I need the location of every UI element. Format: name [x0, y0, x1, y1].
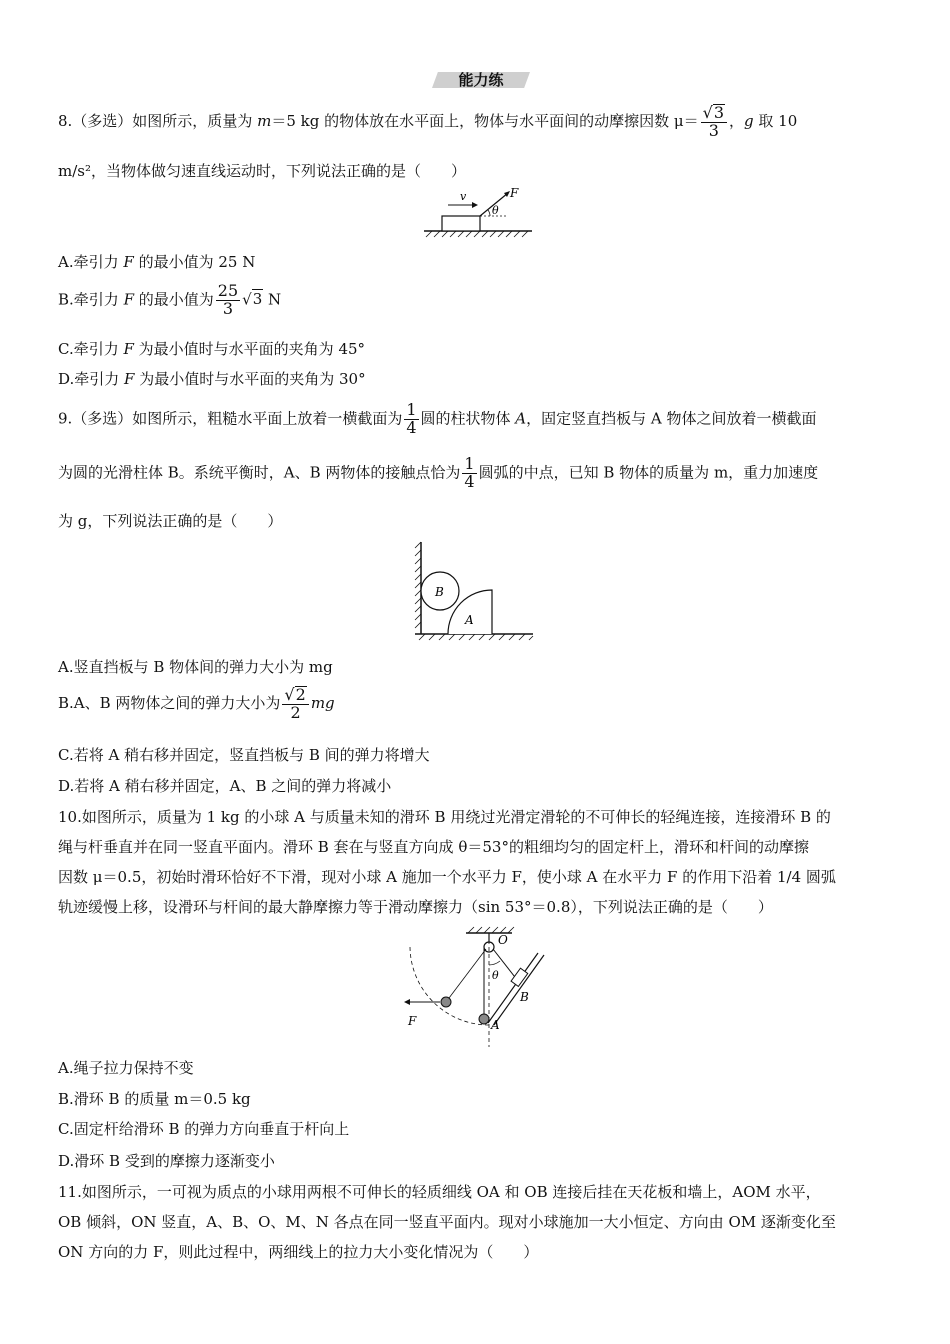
q8-option-d: D.牵引力 F 为最小值时与水平面的夹角为 30° [58, 370, 366, 388]
q9-option-c: C.若将 A 稍右移并固定，竖直挡板与 B 间的弹力将增大 [58, 746, 430, 764]
q11-stem-line3: ON 方向的力 F，则此过程中，两细线上的拉力大小变化情况为（ ） [58, 1243, 539, 1261]
q11-stem-line2: OB 倾斜，ON 竖直，A、B、O、M、N 各点在同一竖直平面内。现对小球施加一大小恒定、方向由 OM 逐渐变化至 [58, 1213, 836, 1231]
svg-text:F: F [408, 1014, 417, 1028]
section-title [432, 68, 530, 92]
q9-stem-line3: 为 g，下列说法正确的是（ ） [58, 512, 283, 530]
q10-stem-line2: 绳与杆垂直并在同一竖直平面内。滑环 B 套在与竖直方向成 θ＝53°的粗细均匀的固定杆上，滑环和杆间的动摩擦 [58, 838, 809, 856]
svg-text:v: v [460, 190, 467, 203]
q8-option-c: C.牵引力 F 为最小值时与水平面的夹角为 45° [58, 340, 366, 358]
q10-option-c: C.固定杆给滑环 B 的弹力方向垂直于杆向上 [58, 1120, 350, 1138]
q9-stem-line1: 9.（多选）如图所示，粗糙水平面上放着一横截面为 $\frac{1}{4}$ 圆的柱状物体 A，固定竖直挡板与 A 物体之间放着一横截面 [58, 400, 817, 437]
q9-figure [405, 540, 540, 645]
q9-option-d: D.若将 A 稍右移并固定，A、B 之间的弹力将减小 [58, 777, 392, 795]
section-title-text: 能力练 [458, 71, 504, 89]
q8-option-b: B.牵引力 F 的最小值为 $\frac{25}{3}$ √3 N [58, 281, 282, 318]
q8-stem-line2: m/s²，当物体做匀速直线运动时，下列说法正确的是（ ） [58, 162, 466, 180]
q10-figure [400, 925, 550, 1050]
svg-text:O: O [498, 933, 508, 947]
svg-text:A: A [491, 1018, 500, 1032]
svg-text:θ: θ [492, 204, 499, 217]
svg-text:θ: θ [492, 969, 499, 982]
svg-text:A: A [465, 613, 474, 627]
q10-stem-line4: 轨迹缓慢上移，设滑环与杆间的最大静摩擦力等于滑动摩擦力（sin 53°＝0.8），下列说法正确的是（ ） [58, 898, 773, 916]
q8-stem-line1: 8.（多选）如图所示，质量为 m＝5 kg 的物体放在水平面上，物体与水平面间的动摩擦因数 μ＝ $\frac{√3}{3}$ ，g 取 10 [58, 103, 798, 140]
svg-text:B: B [435, 585, 444, 599]
q9-option-b: B.A、B 两物体之间的弹力大小为 $\frac{√2}{2}$ mg [58, 685, 335, 722]
svg-text:F: F [510, 186, 519, 200]
q11-stem-line1: 11.如图所示，一可视为质点的小球用两根不可伸长的轻质细线 OA 和 OB 连接后挂在天花板和墙上，AOM 水平， [58, 1183, 821, 1201]
q8-figure [420, 185, 535, 240]
svg-text:B: B [520, 990, 529, 1004]
q10-stem-line1: 10.如图所示，质量为 1 kg 的小球 A 与质量未知的滑环 B 用绕过光滑定滑轮的不可伸长的轻绳连接，连接滑环 B 的 [58, 808, 831, 826]
q10-option-a: A.绳子拉力保持不变 [58, 1059, 194, 1077]
q9-stem-line2: 为圆的光滑柱体 B。系统平衡时，A、B 两物体的接触点恰为 $\frac{1}{4}$ 圆弧的中点，已知 B 物体的质量为 m，重力加速度 [58, 454, 819, 491]
mu-fraction: $\frac{√3}{3}$ [701, 104, 727, 140]
q10-stem-line3: 因数 μ＝0.5，初始时滑环恰好不下滑，现对小球 A 施加一个水平力 F，使小球 A 在水平力 F 的作用下沿着 1/4 圆弧 [58, 868, 836, 886]
q8-option-a: A.牵引力 F 的最小值为 25 N [58, 253, 256, 271]
q10-option-b: B.滑环 B 的质量 m＝0.5 kg [58, 1090, 251, 1108]
q10-option-d: D.滑环 B 受到的摩擦力逐渐变小 [58, 1152, 275, 1170]
q9-option-a: A.竖直挡板与 B 物体间的弹力大小为 mg [58, 658, 333, 676]
